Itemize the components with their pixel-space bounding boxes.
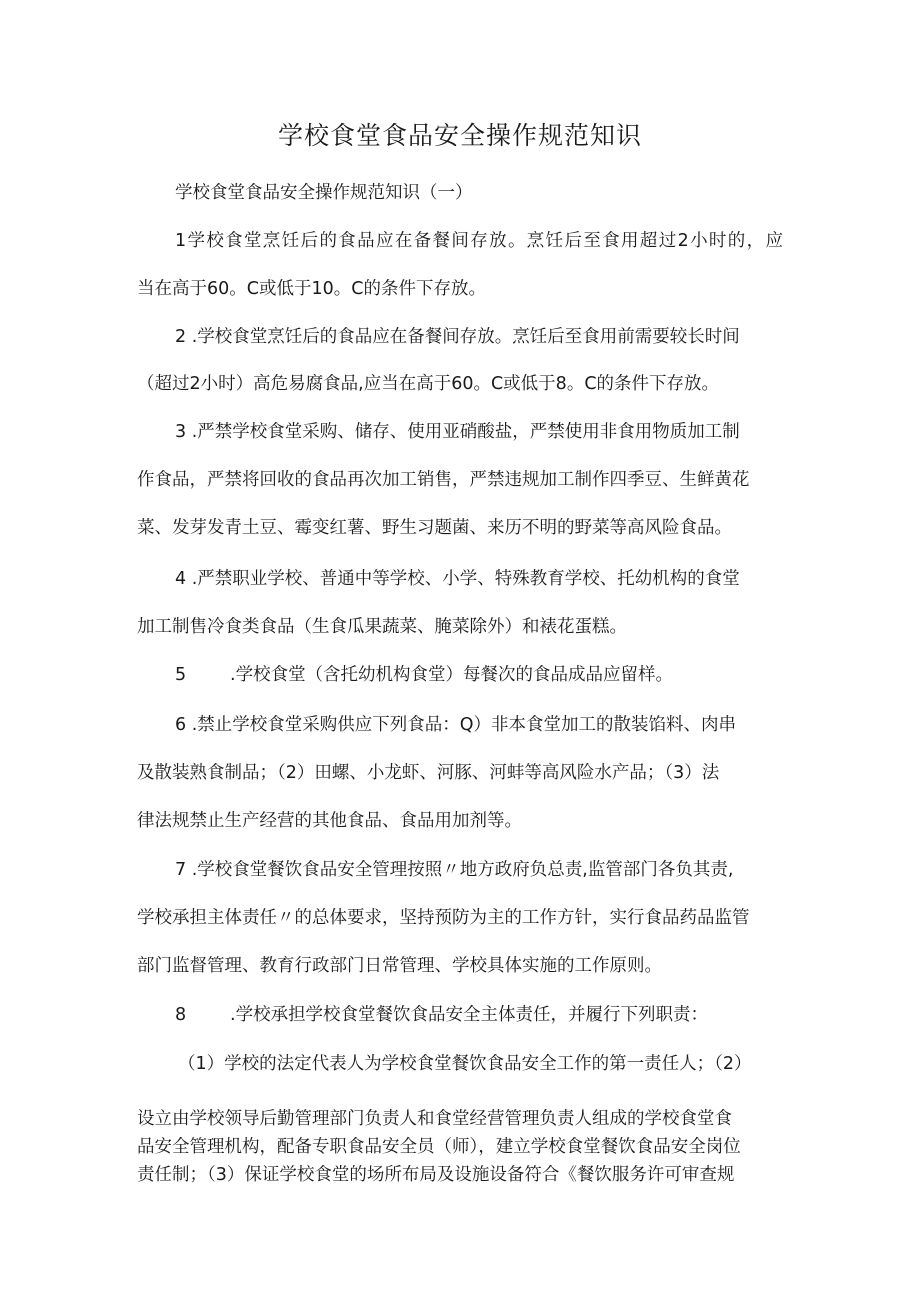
paragraph-line: 4 .严禁职业学校、普通中等学校、小学、特殊教育学校、托幼机构的食堂 xyxy=(175,569,740,589)
paragraph-line: 部门监督管理、教育行政部门日常管理、学校具体实施的工作原则。 xyxy=(137,956,662,976)
paragraph-line: 6 .禁止学校食堂采购供应下列食品：Q）非本食堂加工的散装馅料、肉串 xyxy=(175,715,737,735)
paragraph-line: 学校承担主体责任〃的总体要求，坚持预防为主的工作方针，实行食品药品监管 xyxy=(137,908,750,928)
paragraph-line: .学校承担学校食堂餐饮食品安全主体责任，并履行下列职责： xyxy=(230,1005,709,1025)
paragraph-line: 菜、发芽发青土豆、霉变红薯、野生习题菌、来历不明的野菜等高风险食品。 xyxy=(137,518,732,538)
document-title: 学校食堂食品安全操作规范知识 xyxy=(277,121,642,150)
paragraph-line: 责任制；（3）保证学校食堂的场所布局及设施设备符合《餐饮服务许可审查规 xyxy=(137,1165,735,1185)
paragraph-line: （1）学校的法定代表人为学校食堂餐饮食品安全工作的第一责任人；（2） xyxy=(178,1054,752,1074)
item-number: 8 xyxy=(175,1005,187,1025)
paragraph-line: 2 .学校食堂烹饪后的食品应在备餐间存放。烹饪后至食用前需要较长时间 xyxy=(175,327,740,347)
paragraph-line: 律法规禁止生产经营的其他食品、食品用加剂等。 xyxy=(137,811,522,831)
paragraph-line: 7 .学校食堂餐饮食品安全管理按照〃地方政府负总责,监管部门各负其责, xyxy=(175,860,734,880)
paragraph-line: 作食品，严禁将回收的食品再次加工销售，严禁违规加工制作四季豆、生鲜黄花 xyxy=(137,470,750,490)
paragraph-line: 1学校食堂烹饪后的食品应在备餐间存放。烹饪后至食用超过2小时的，应 xyxy=(175,231,783,251)
paragraph-line: .学校食堂（含托幼机构食堂）每餐次的食品成品应留样。 xyxy=(230,665,674,685)
paragraph-line: 3 .严禁学校食堂采购、储存、使用亚硝酸盐，严禁使用非食用物质加工制 xyxy=(175,422,740,442)
paragraph-line: （超过2小时）高危易腐食品,应当在高于60。C或低于8。C的条件下存放。 xyxy=(137,374,720,394)
paragraph-line: 设立由学校领导后勤管理部门负责人和食堂经营管理负责人组成的学校食堂食 xyxy=(137,1109,732,1129)
section-heading: 学校食堂食品安全操作规范知识（一） xyxy=(175,183,473,203)
paragraph-line: 当在高于60。C或低于10。C的条件下存放。 xyxy=(137,279,486,299)
paragraph-line: 及散装熟食制品；（2）田螺、小龙虾、河豚、河蚌等高风险水产品；（3）法 xyxy=(137,763,720,783)
paragraph-line: 加工制售冷食类食品（生食瓜果蔬菜、腌菜除外）和裱花蛋糕。 xyxy=(137,617,627,637)
item-number: 5 xyxy=(175,665,187,685)
paragraph-line: 品安全管理机构，配备专职食品安全员（师），建立学校食堂餐饮食品安全岗位 xyxy=(137,1137,741,1157)
